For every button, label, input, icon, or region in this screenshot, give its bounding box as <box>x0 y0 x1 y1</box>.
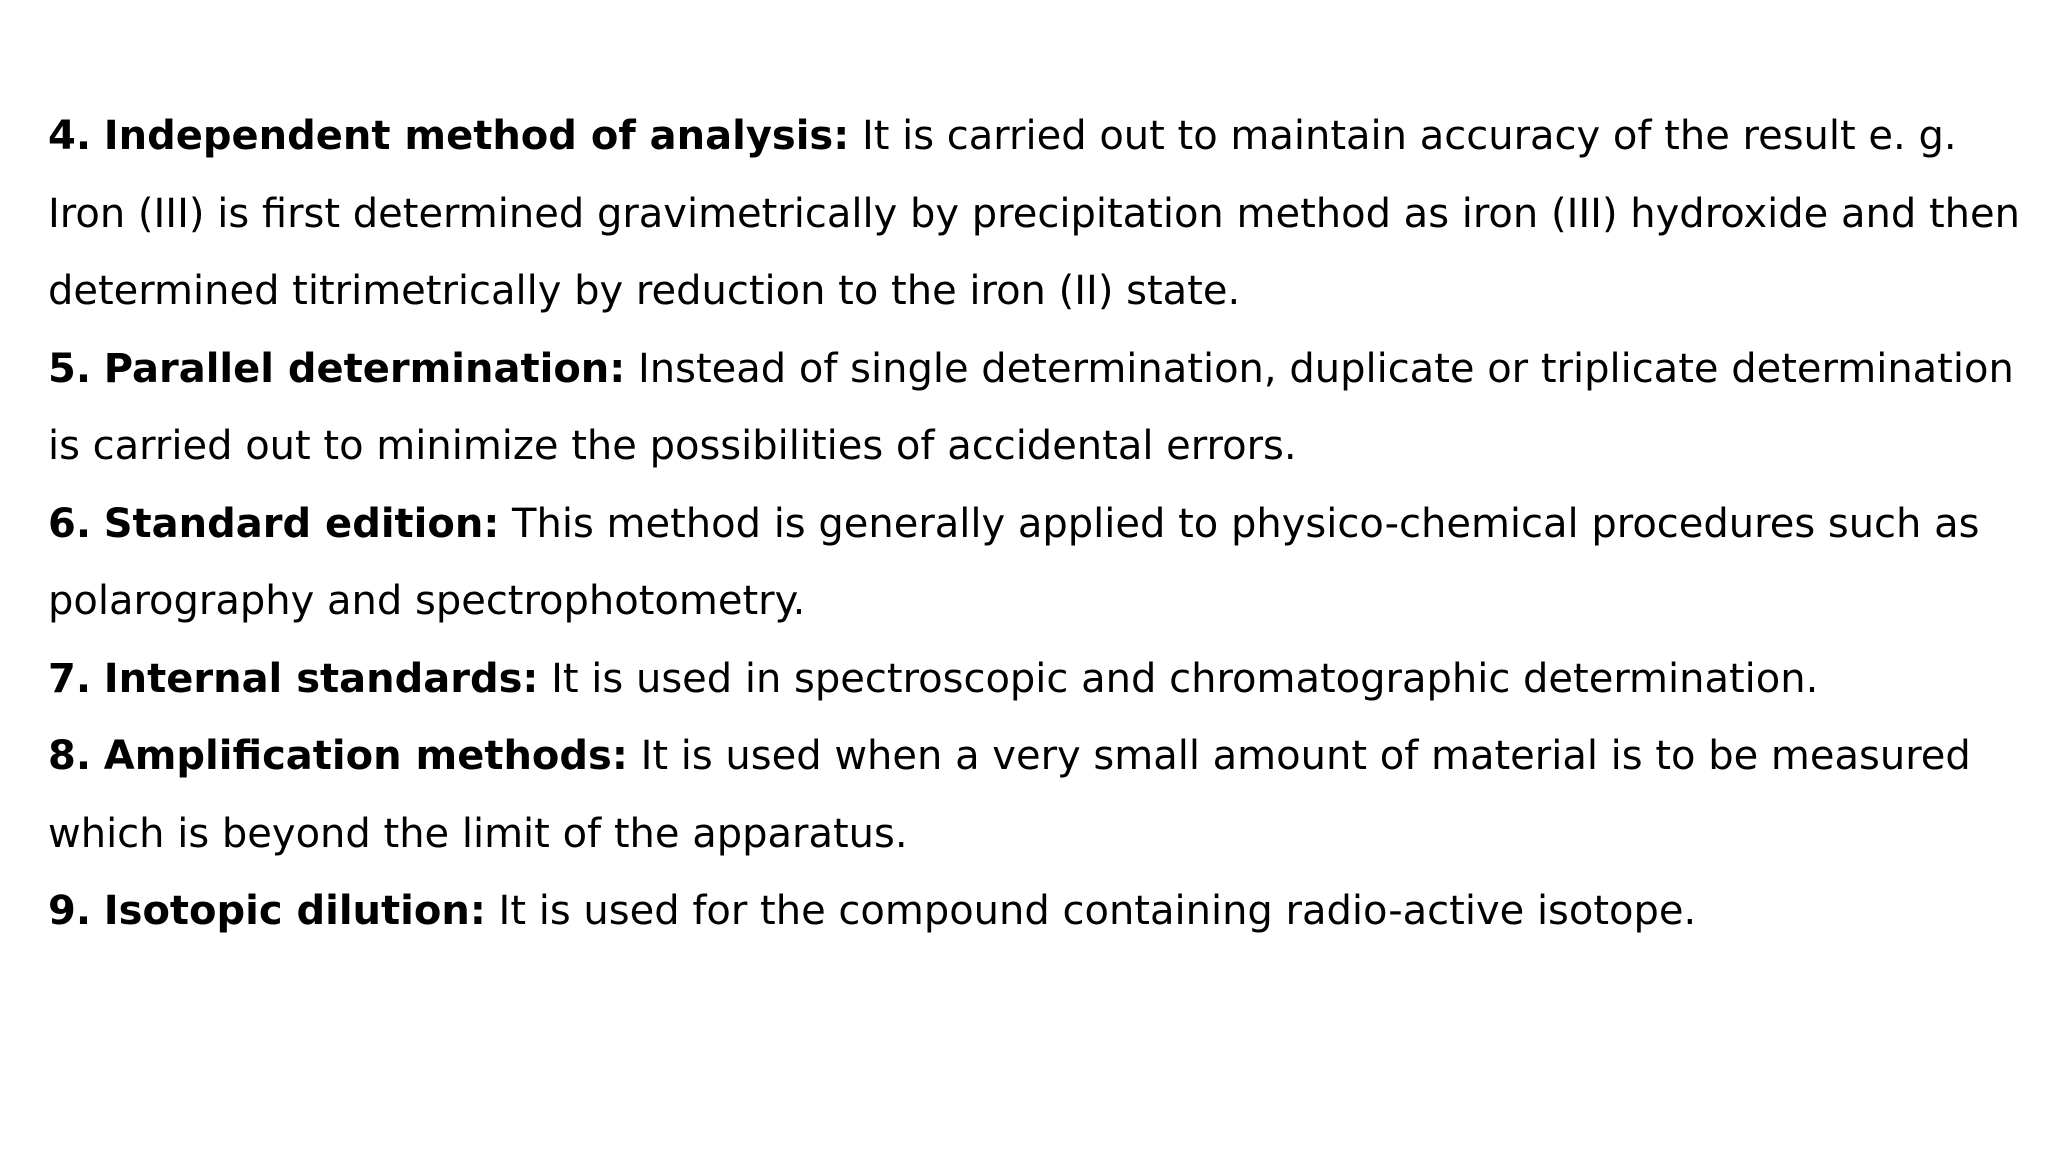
item-term: Parallel determination: <box>103 345 626 392</box>
list-item-parallel-determination <box>48 331 2028 486</box>
list-item-standard-edition <box>48 486 2028 641</box>
item-number: 9. <box>48 888 92 934</box>
item-term: Internal standards: <box>103 655 539 702</box>
item-term: Isotopic dilution: <box>103 888 486 934</box>
list-item-isotopic-dilution <box>48 873 2028 951</box>
item-text: It is used when a very small amount of material is to be measured which is beyond the limit of the apparatus. <box>48 733 1971 857</box>
item-text: It is used for the compound containing radio-active isotope. <box>498 888 1697 934</box>
item-text: It is carried out to maintain accuracy of the result e. g. Iron (III) is first determined gravimetrically by precipitation method as iron (III) hydroxide and then determined titrimetrically by reduction to the iron (II) state. <box>48 113 2020 314</box>
item-number: 7. <box>48 655 92 702</box>
item-text: This method is generally applied to physico-chemical procedures such as polarography and spectrophotometry. <box>48 500 1980 624</box>
item-number: 4. <box>48 113 92 159</box>
list-item-independent-method <box>48 98 2028 331</box>
item-number: 5. <box>48 345 92 392</box>
item-term: Standard edition: <box>103 500 500 547</box>
item-term: Amplification methods: <box>103 733 628 779</box>
item-number: 8. <box>48 733 92 779</box>
item-term: Independent method of analysis: <box>103 113 850 159</box>
list-item-internal-standards <box>48 641 2028 719</box>
slide-content <box>48 98 2028 951</box>
item-number: 6. <box>48 500 92 547</box>
list-item-amplification-methods <box>48 718 2028 873</box>
item-text: Instead of single determination, duplicate or triplicate determination is carried out to minimize the possibilities of accidental errors. <box>48 345 2014 469</box>
item-text: It is used in spectroscopic and chromatographic determination. <box>551 655 1819 702</box>
